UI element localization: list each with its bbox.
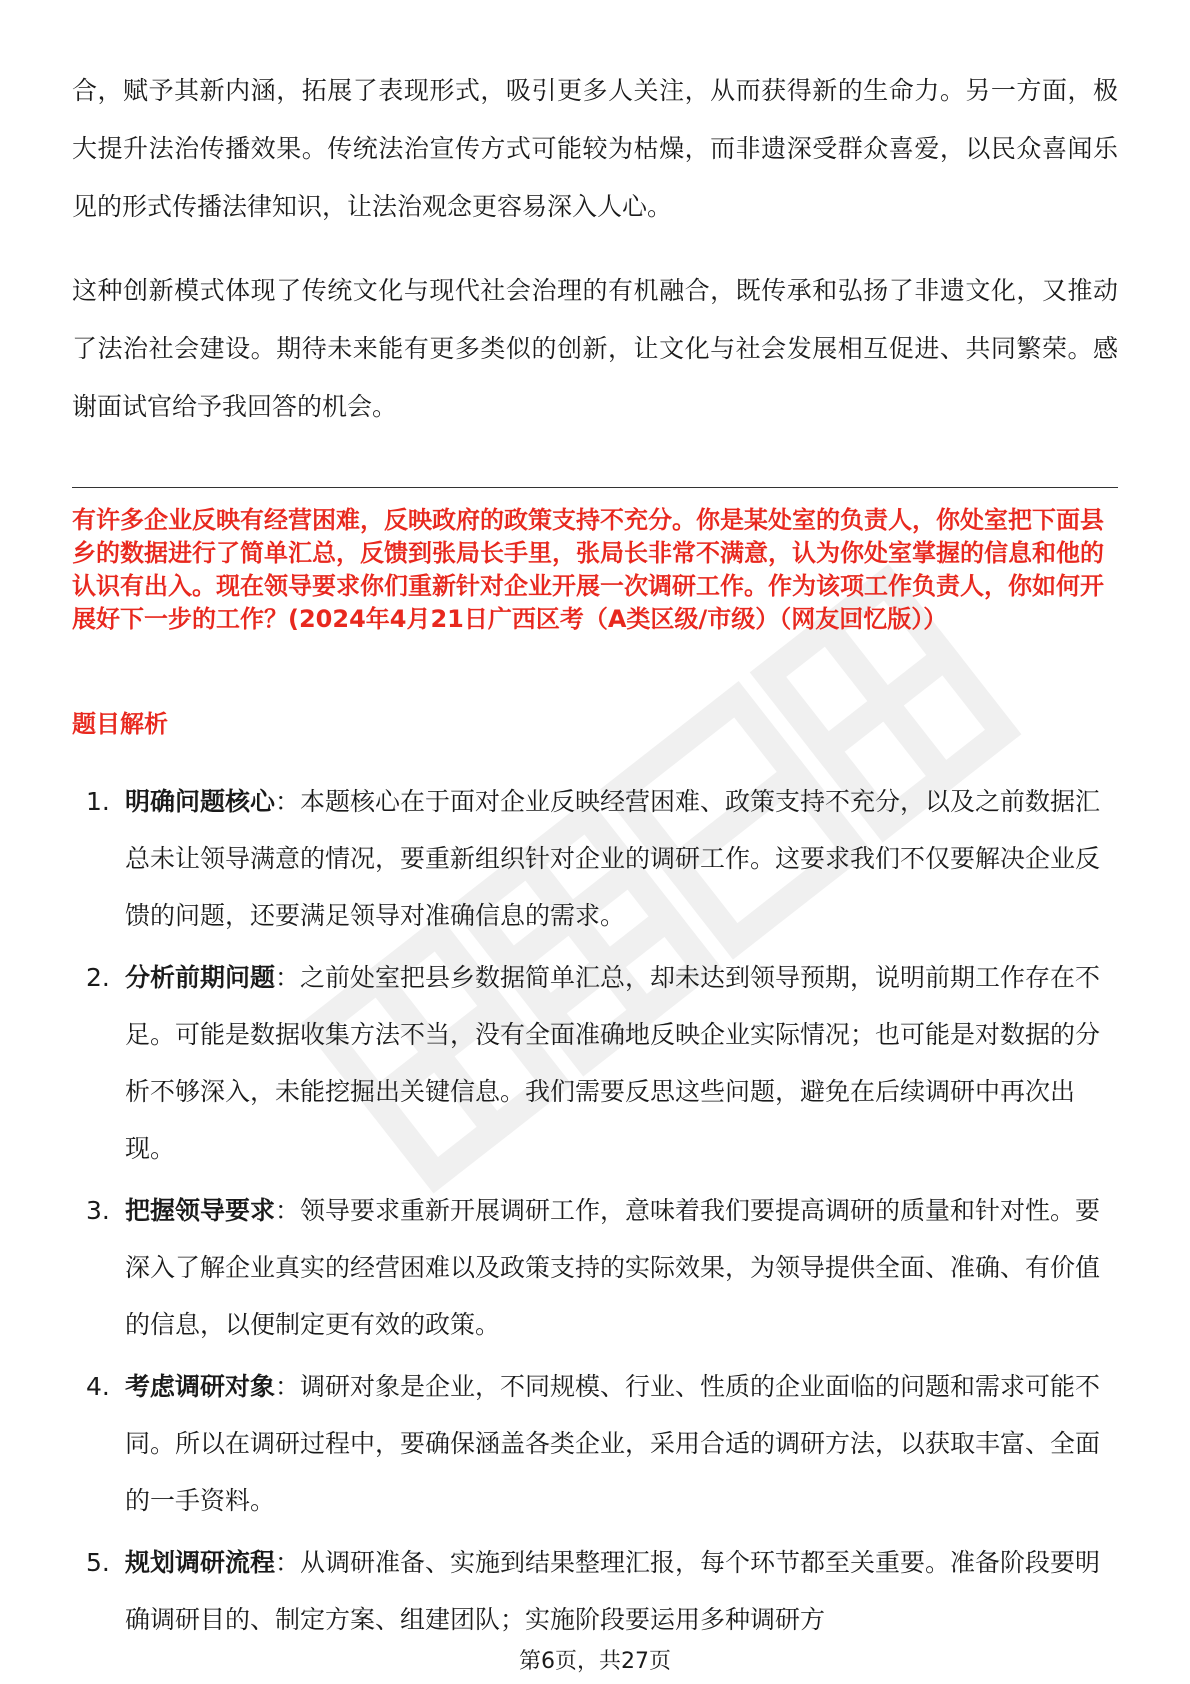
- list-item-term: 分析前期问题: [125, 963, 276, 992]
- list-item-number: 3.: [86, 1196, 110, 1225]
- analysis-heading: 题目解析: [72, 710, 168, 738]
- list-item-number: 4.: [86, 1372, 110, 1401]
- list-item: [72, 773, 1118, 944]
- exam-question: 有许多企业反映有经营困难，反映政府的政策支持不充分。你是某处室的负责人，你处室把下面县乡的数据进行了简单汇总，反馈到张局长手里，张局长非常不满意，认为你处室掌握的信息和他的认识有出入。现在领导要求你们重新针对企业开展一次调研工作。作为该项工作负责人，你如何开展好下一步的工作？(2024年4月21日广西区考（A类区级/市级）（网友回忆版））: [72, 506, 1104, 633]
- list-item-term: 规划调研流程: [125, 1548, 276, 1577]
- list-item-text: ：从调研准备、实施到结果整理汇报，每个环节都至关重要。准备阶段要明确调研目的、制定方案、组建团队；实施阶段要运用多种调研方: [125, 1548, 1101, 1634]
- list-item: [72, 1358, 1118, 1529]
- list-item-term: 考虑调研对象: [125, 1372, 276, 1401]
- list-item-text: ：本题核心在于面对企业反映经营困难、政策支持不充分，以及之前数据汇总未让领导满意的情况，要重新组织针对企业的调研工作。这要求我们不仅要解决企业反馈的问题，还要满足领导对准确信息的需求。: [125, 787, 1101, 930]
- analysis-list: [72, 773, 1118, 1648]
- list-item-text: ：调研对象是企业，不同规模、行业、性质的企业面临的问题和需求可能不同。所以在调研过程中，要确保涵盖各类企业，采用合适的调研方法，以获取丰富、全面的一手资料。: [125, 1372, 1101, 1515]
- list-item-number: 5.: [86, 1548, 110, 1577]
- list-item-term: 明确问题核心: [125, 787, 276, 816]
- list-item-text: ：之前处室把县乡数据简单汇总，却未达到领导预期，说明前期工作存在不足。可能是数据收集方法不当，没有全面准确地反映企业实际情况；也可能是对数据的分析不够深入，未能挖掘出关键信息。我们需要反思这些问题，避免在后续调研中再次出现。: [125, 963, 1101, 1163]
- intro-paragraph-2: 这种创新模式体现了传统文化与现代社会治理的有机融合，既传承和弘扬了非遗文化，又推动了法治社会建设。期待未来能有更多类似的创新，让文化与社会发展相互促进、共同繁荣。感谢面试官给予我回答的机会。: [72, 276, 1118, 421]
- section-divider: [72, 487, 1118, 488]
- list-item-number: 1.: [86, 787, 110, 816]
- list-item: [72, 1182, 1118, 1353]
- list-item: [72, 1534, 1118, 1648]
- intro-paragraph-1: 合，赋予其新内涵，拓展了表现形式，吸引更多人关注，从而获得新的生命力。另一方面，极大提升法治传播效果。传统法治宣传方式可能较为枯燥，而非遗深受群众喜爱，以民众喜闻乐见的形式传播法律知识，让法治观念更容易深入人心。: [72, 76, 1118, 221]
- list-item-term: 把握领导要求: [125, 1196, 276, 1225]
- page-footer: 第6页，共27页: [519, 1649, 671, 1674]
- list-item: [72, 949, 1118, 1177]
- list-item-number: 2.: [86, 963, 110, 992]
- list-item-text: ：领导要求重新开展调研工作，意味着我们要提高调研的质量和针对性。要深入了解企业真实的经营困难以及政策支持的实际效果，为领导提供全面、准确、有价值的信息，以便制定更有效的政策。: [125, 1196, 1101, 1339]
